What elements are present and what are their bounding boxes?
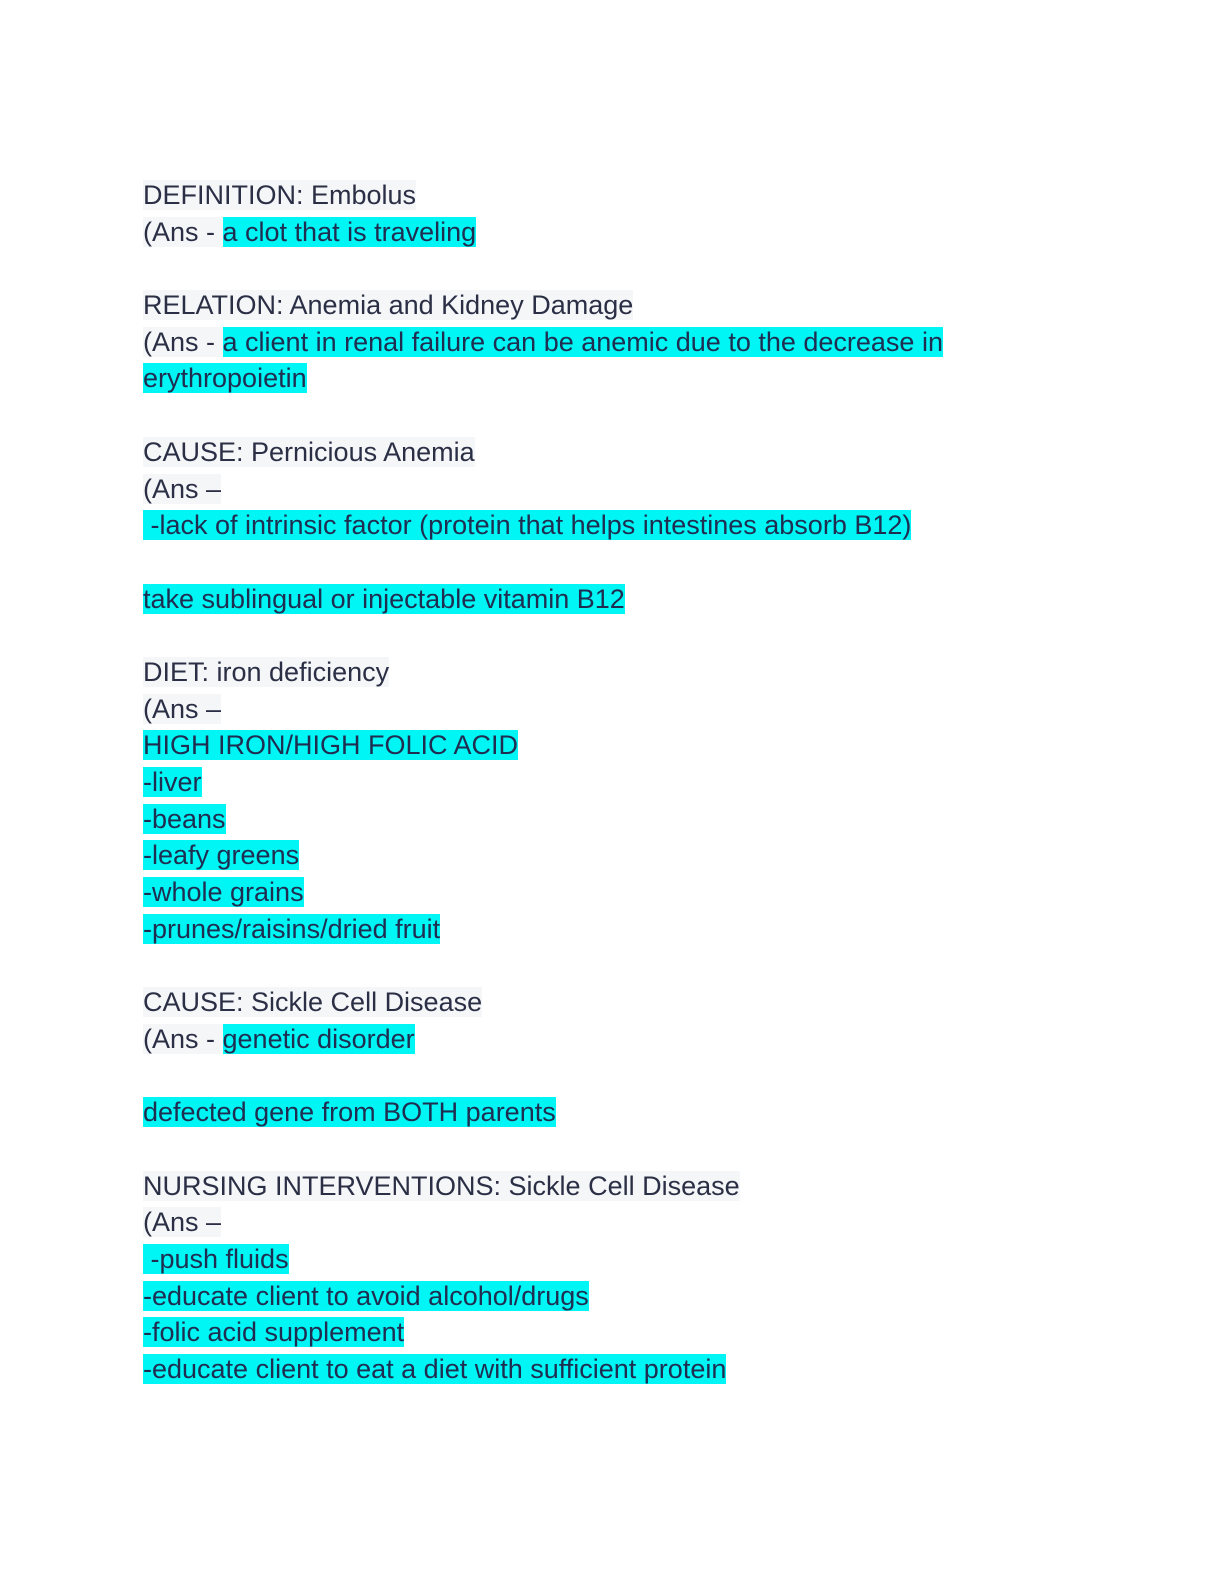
answer-highlight: -leafy greens [143,840,300,871]
spacer [143,544,1143,581]
card-answer [143,471,1143,508]
spacer [143,397,1143,434]
answer-prefix: (Ans – [143,1207,222,1238]
answer-highlight: -whole grains [143,877,304,908]
answer-highlight: -educate client to avoid alcohol/drugs [143,1280,589,1311]
card-answer-line [143,1314,1143,1351]
spacer [143,250,1143,287]
answer-highlight: -educate client to eat a diet with sufficient protein [143,1354,727,1384]
answer-highlight: HIGH IRON/HIGH FOLIC ACID [143,730,519,761]
answer-highlight: genetic disorder [222,1023,415,1054]
card-answer-line [143,1351,1143,1388]
question-text: DEFINITION: Embolus [143,180,417,210]
spacer [143,1131,1143,1168]
card-answer-line [143,360,1143,397]
card-answer-line [143,727,1143,764]
answer-highlight: defected gene from BOTH parents [143,1097,556,1128]
card-answer [143,324,1143,361]
card-question [143,1168,1143,1205]
card-answer-line [143,801,1143,838]
card-answer [143,691,1143,728]
card-question [143,984,1143,1021]
card-answer [143,1021,1143,1058]
answer-highlight: a clot that is traveling [222,216,477,247]
question-text: CAUSE: Pernicious Anemia [143,436,475,467]
spacer [143,617,1143,654]
card-answer-line [143,581,1143,618]
answer-highlight: -prunes/raisins/dried fruit [143,913,441,944]
answer-highlight: -push fluids [143,1243,289,1274]
card-answer-line [143,507,1143,544]
document-page [143,177,1143,1388]
answer-prefix: (Ans - [143,1023,223,1054]
card-question [143,654,1143,691]
question-text: NURSING INTERVENTIONS: Sickle Cell Disease [143,1170,740,1201]
answer-highlight: erythropoietin [143,363,307,394]
question-text: CAUSE: Sickle Cell Disease [143,987,483,1018]
card-question [143,434,1143,471]
card-answer [143,1204,1143,1241]
card-answer-line [143,1278,1143,1315]
card-answer-line [143,764,1143,801]
answer-prefix: (Ans – [143,473,222,504]
question-text: RELATION: Anemia and Kidney Damage [143,290,634,321]
card-answer-line [143,874,1143,911]
spacer [143,1058,1143,1095]
answer-highlight: -lack of intrinsic factor (protein that helps intestines absorb B12) [143,510,912,541]
answer-prefix: (Ans – [143,693,222,724]
answer-highlight: take sublingual or injectable vitamin B12 [143,583,625,614]
answer-prefix: (Ans - [143,326,223,357]
answer-prefix: (Ans - [143,216,223,247]
answer-highlight: -folic acid supplement [143,1317,405,1348]
answer-highlight: a client in renal failure can be anemic due to the decrease in [222,326,943,357]
card-answer-line [143,1094,1143,1131]
card-answer-line [143,1241,1143,1278]
card-answer [143,214,1143,251]
question-text: DIET: iron deficiency [143,656,390,687]
card-question [143,287,1143,324]
card-answer-line [143,911,1143,948]
card-question [143,177,1143,214]
answer-highlight: -liver [143,767,202,797]
spacer [143,947,1143,984]
card-answer-line [143,837,1143,874]
answer-highlight: -beans [143,803,226,834]
